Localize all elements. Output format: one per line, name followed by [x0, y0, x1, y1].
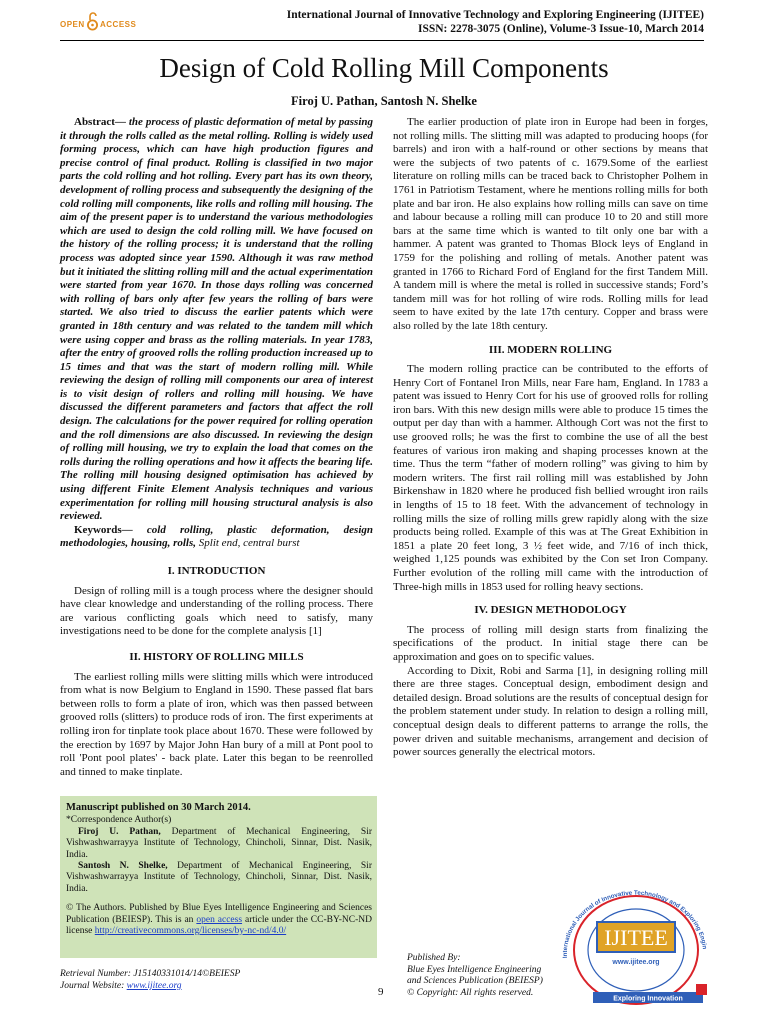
website-label: Journal Website:: [60, 981, 127, 991]
manuscript-published: Manuscript published on 30 March 2014.: [66, 802, 251, 813]
introduction-paragraph: Design of rolling mill is a tough process where the designer should have clear knowledge and understanding of the rolling process. There are various conflicting goals which need to satisfy, many investigations need to be done for the complete analysis [1]: [60, 584, 373, 638]
design-paragraph-1: The process of rolling mill design starts from finalizing the specifications of the product. In initial stage there can be approximation and goes on to specific values.: [393, 623, 708, 663]
keywords-tail: Split end, central burst: [196, 537, 300, 550]
correspondence-label: *Correspondence Author(s): [66, 815, 172, 826]
journal-issn: ISSN: 2278-3075 (Online), Volume-3 Issue-10, March 2014: [417, 23, 704, 35]
left-column: [60, 116, 373, 779]
paper-title: Design of Cold Rolling Mill Components: [159, 53, 609, 83]
abstract-lead: Abstract—: [74, 116, 126, 128]
author2-affil-text: Department of Mechanical Engineering, Sir Vishwashwarrayya Institute of Technology, Chincholi, Sinnar, Dist. Nasik, India.: [66, 861, 372, 894]
section-heading-design-methodology: IV. DESIGN METHODOLOGY: [474, 604, 627, 617]
journal-website-link[interactable]: www.ijitee.org: [126, 981, 182, 991]
design-paragraph-2: According to Dixit, Robi and Sarma [1], in designing rolling mill there are three stages. Conceptual design, embodiment design and detailed design. Broad solutions are the results of conceptual design for the problem statement under study. In relation to design a rolling mill, conceptual design deals to different patterns to arrange the rolls, the power driven and suitable mechanisms, arrangement and decision of power sources generally the electrical motors.: [393, 664, 708, 759]
open-lock-icon: [87, 11, 98, 31]
publisher-info: [407, 953, 543, 999]
section-heading-history: II. HISTORY OF ROLLING MILLS: [129, 650, 304, 663]
license-statement: [66, 903, 372, 937]
seal-ring-text: International Journal of Innovative Technology and Exploring Engin: [561, 889, 708, 959]
journal-website: [60, 980, 240, 992]
author2-affiliation: [66, 861, 372, 895]
keywords-text: cold rolling, plastic deformation, design methodologies, housing, rolls,: [60, 523, 373, 550]
publisher-line-1: Published By:: [407, 953, 461, 963]
publisher-line-2: Blue Eyes Intelligence Engineering: [407, 964, 542, 975]
header-rule: [60, 40, 704, 41]
right-column: [393, 116, 708, 760]
journal-name: International Journal of Innovative Technology and Exploring Engineering (IJITEE): [286, 9, 704, 21]
seal-tagline: Exploring Innovation: [613, 995, 683, 1003]
publisher-line-3: and Sciences Publication (BEIESP): [407, 976, 543, 987]
author1-name: Firoj U. Pathan,: [78, 826, 161, 837]
logo-open-text: OPEN: [60, 20, 85, 29]
section-heading-modern-rolling: III. MODERN ROLLING: [488, 343, 613, 356]
author1-affiliation: [66, 827, 372, 861]
license-mid-text: article under the CC-BY-NC-ND license: [66, 914, 372, 937]
abstract-text: the process of plastic deformation of metal by passing it through the rolls called as the metal rolling. Rolling is widely used forming process, which can have high production figures and precise control of final product. Rolling is classified in two major parts the cold rolling and hot rolling. Every part has its own theory, development of rolling process and subsequently the designing of the cold rolling mill components, like rolls and rolling mill housing. The aim of the present paper is to understand the various methodologies which are used to design the cold rolling mill. We have focused on the history of the rolling process; it is understand that the rolling process was adopted since year 1590. Although it was raw method but it initiated the slitting rolling mill and the actual experimentation were started from year 1670. In those days rolling was concerned with rolling of bars only after few years the rolling of bars were started. We also tried to discuss the earlier patents which were granted in 18th century and was related to the tandem mill which were using copper and brass as the rolling materials. In year 1783, after the entry of grooved rolls the rolling production increased up to 15 times and that was the start of modern rolling mill. While reviewing the design of rolling mill components our area of interest is to visit design of rollers and rolling mill housing. We have discussed the different parameters and factors that affect the roll design. The calculations for the power required for rolling operation and the roll dimensions are also discussed. In reviewing the design of rolling mill housing, we try to explain the load that comes on the rolls during the rolling operations and how it affects the bearing life. The rolling mill housing designed optimisation has achieved by using different Finite Element Analysis techniques and various experimentation for rolling mill housing structural analysis is also reviewed.: [60, 116, 373, 523]
open-access-logo: [60, 10, 180, 36]
abstract: [60, 116, 373, 524]
author1-affil-text: Department of Mechanical Engineering, Sir Vishwashwarrayya Institute of Technology, Chincholi, Sinnar, Dist. Nasik, India.: [66, 826, 372, 860]
license-link[interactable]: http://creativecommons.org/licenses/by-nc-nd/4.0/: [94, 926, 287, 937]
paper-authors: Firoj U. Pathan, Santosh N. Shelke: [291, 94, 477, 108]
logo-access-text: ACCESS: [100, 20, 137, 29]
license-pre-text: © The Authors. Published by Blue Eyes Intelligence Engineering and Sciences Publication (BEIESP). This is an: [66, 903, 372, 925]
retrieval-number: Retrieval Number: J15140331014/14©BEIESP: [60, 969, 241, 979]
page-number: 9: [378, 986, 384, 998]
ijitee-seal-logo: [553, 880, 713, 1010]
seal-center-text: IJITEE: [604, 925, 668, 950]
section-heading-introduction: I. INTRODUCTION: [167, 565, 266, 577]
keywords-lead: Keywords—: [74, 523, 133, 536]
history-paragraph-2: The earlier production of plate iron in Europe had been in forges, not rolling mills. The slitting mill was adapted to producing hoops (for barrels) and iron with a half-round or other sections by means that were the subjects of two patents of c. 1679.Some of the earliest literature on rolling mills can be traced back to Christopher Polhem in 1761 in Patriotism Testament, where he mentions rolling mills for both plate and bar iron. He also explains how rolling mills can save on time and labour because a rolling mill can produce 10 to 20 and still more bars at the same time which is wanted to tilt only one bar with a hammer. A patent was granted to Thomas Block leys of England in 1759 for the polishing and rolling of metals. Another patent was granted in 1766 to Richard Ford of England for the first Tandem Mill. A tandem mill is where the metal is rolled in successive stands; Ford’s tandem mill was for hot rolling of wire rods. Rolling mills for lead seem to have exited by the late 17th century. Copper and brass were also rolled by the late 18th century.: [393, 116, 708, 332]
keywords: [60, 524, 373, 551]
author2-name: Santosh N. Shelke,: [78, 861, 168, 872]
seal-url: www.ijitee.org: [612, 959, 660, 966]
open-access-link[interactable]: open access: [196, 914, 243, 925]
manuscript-info-box: [60, 796, 377, 958]
modern-rolling-paragraph: The modern rolling practice can be contributed to the efforts of Henry Cort of Fontanel Iron Mills, near Fare ham, England. In 1783 a patent was issued to Henry Cort for his use of grooved rolls for rolling iron bars. With this new design mills were able to produce 15 times the output per day than with a hammer. Although Cort was not the first to use grooved rolls; he was the first to combine the use of all the best features of various iron making and shaping processes known at the time. Thus the term “father of modern rolling” was giving to him by modern writers. The first rail rolling mill was established by John Birkenshaw in 1820 where he produced fish bellied wrought iron rails in lengths of 15 to 18 feet. With the advancement of technology in rolling mills the size of rolling mills grew rapidly along with the size products being rolled. Example of this was at The Great Exhibition in 1851 a plate 20 feet long, 3 ½ feet wide, and 7/16 of inch thick, weighed 1,125 pounds was exhibited by the Con set Iron Company. Further evolution of the rolling mill came with the introduction of Three-high mills in 1853 used for rolling heavy sections.: [393, 363, 708, 593]
footer-left: [60, 968, 240, 992]
history-paragraph-1: The earliest rolling mills were slitting mills which were introduced from what is now Belgium to England in 1590. These passed flat bars between rolls to form a plate of iron, which was then passed between grooved rolls (slitters) to produce rods of iron. The first experiments at rolling iron for tinplate took place about 1670. These were followed by the erection by 1697 by Major John Han bury of a mill at Pont pool to roll 'Pont pool plates' - back plate. Later this began to be reenrolled and tinned to make tinplate.: [60, 670, 373, 778]
publisher-line-4: © Copyright: All rights reserved.: [407, 987, 534, 998]
